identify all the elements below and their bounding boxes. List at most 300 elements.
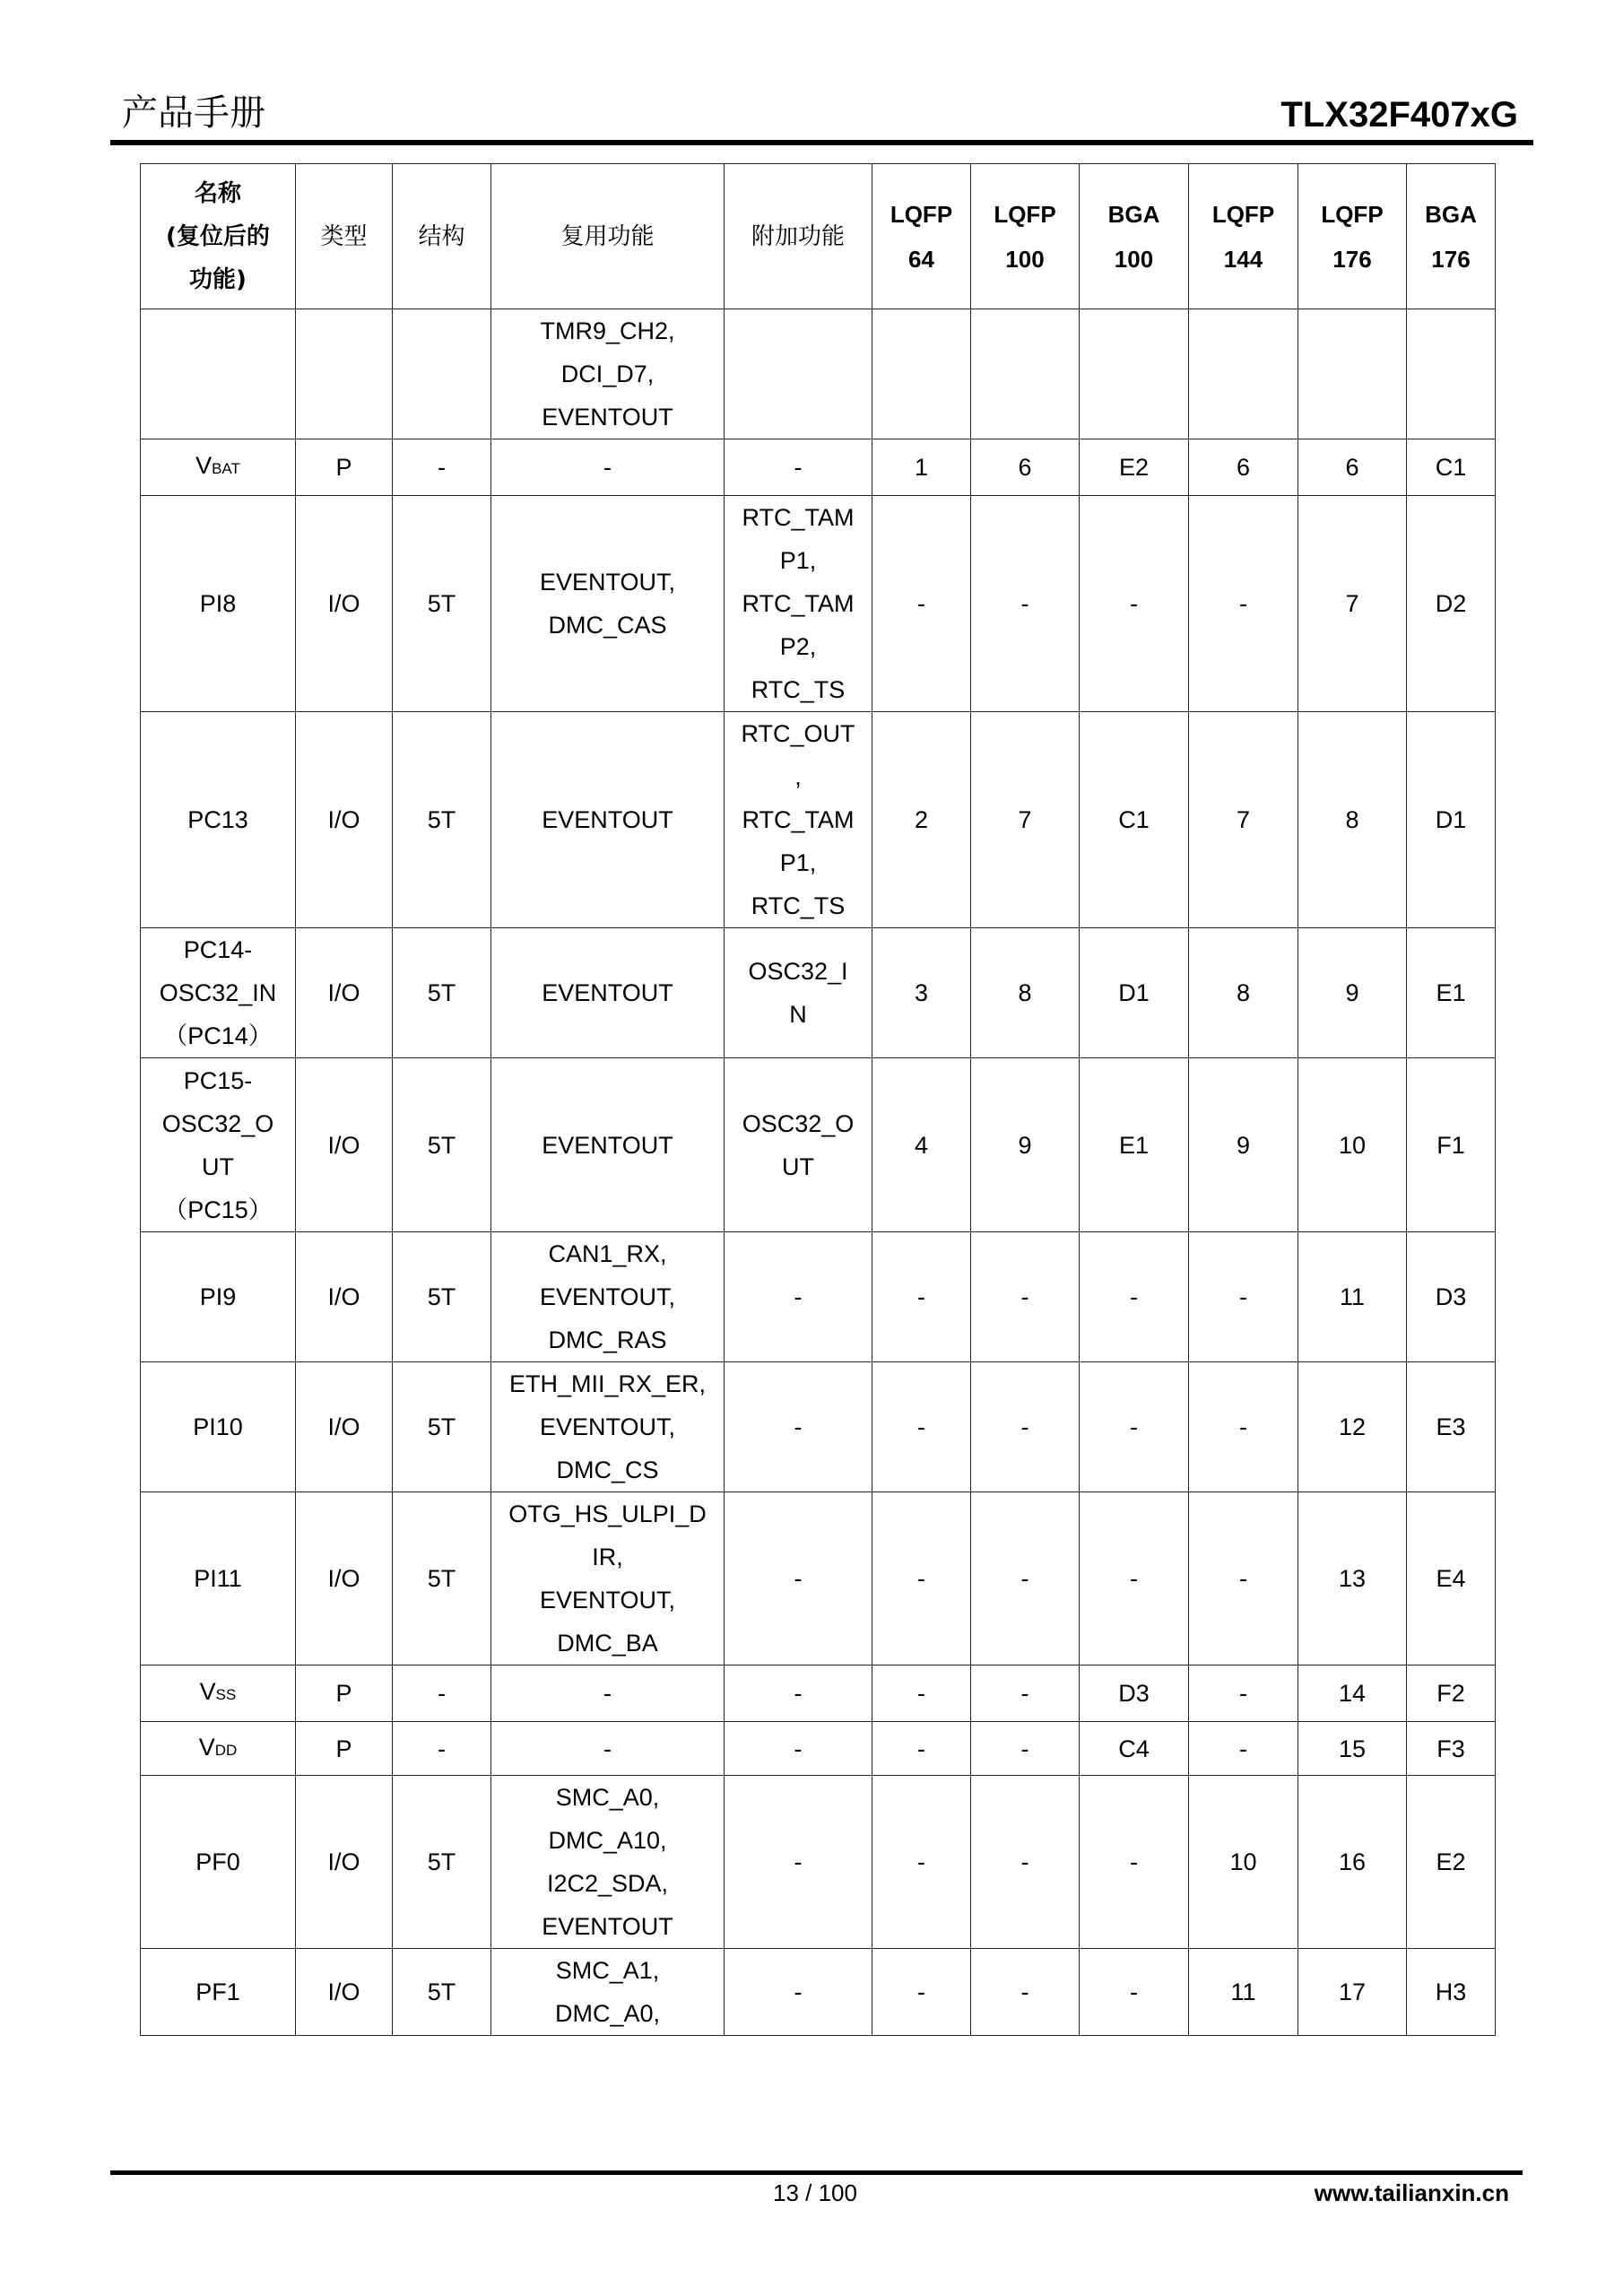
table-header bbox=[141, 164, 1496, 309]
cell-bga100 bbox=[1080, 1722, 1189, 1776]
cell-line: 2 bbox=[914, 806, 929, 833]
cell-line: DMC_A0, bbox=[554, 2000, 661, 2027]
cell-lqfp144 bbox=[1189, 1232, 1298, 1362]
cell-line: PC14- bbox=[183, 936, 253, 963]
subscript: SS bbox=[215, 1686, 237, 1703]
cell-line: E1 bbox=[1436, 979, 1466, 1006]
cell-lqfp64 bbox=[872, 1722, 971, 1776]
cell-line: DCI_D7, bbox=[560, 361, 655, 387]
cell-bga176 bbox=[1407, 712, 1496, 928]
cell-type bbox=[296, 1232, 393, 1362]
cell-additional-function bbox=[725, 1949, 872, 2036]
header-line: 176 bbox=[1332, 245, 1372, 273]
cell-line: I/O bbox=[327, 806, 360, 833]
cell-line: PI9 bbox=[199, 1283, 237, 1310]
cell-line bbox=[144, 1670, 291, 1717]
cell-line: I/O bbox=[327, 590, 360, 617]
cell-name bbox=[141, 712, 296, 928]
cell-line: - bbox=[1239, 1735, 1247, 1762]
cell-lqfp100 bbox=[971, 1949, 1080, 2036]
cell-additional-function bbox=[725, 1232, 872, 1362]
cell-lqfp100 bbox=[971, 1722, 1080, 1776]
cell-line: - bbox=[917, 1283, 925, 1310]
cell-type bbox=[296, 439, 393, 496]
cell-line: - bbox=[1130, 1979, 1138, 2005]
cell-type bbox=[296, 1665, 393, 1722]
cell-name bbox=[141, 928, 296, 1058]
header-type bbox=[296, 164, 393, 309]
cell-lqfp144 bbox=[1189, 1776, 1298, 1949]
table-row bbox=[141, 1776, 1496, 1949]
cell-line: RTC_OUT bbox=[741, 720, 855, 747]
cell-line: 9 bbox=[1345, 979, 1359, 1006]
cell-type bbox=[296, 1058, 393, 1232]
cell-line: I/O bbox=[327, 1283, 360, 1310]
cell-line: 5T bbox=[427, 1283, 456, 1310]
cell-line: I/O bbox=[327, 1848, 360, 1875]
cell-name bbox=[141, 1776, 296, 1949]
cell-bga100 bbox=[1080, 1232, 1189, 1362]
cell-lqfp176 bbox=[1298, 1362, 1407, 1492]
cell-name bbox=[141, 1362, 296, 1492]
cell-alt-function bbox=[491, 1949, 725, 2036]
header-line: BGA bbox=[1107, 200, 1160, 228]
cell-lqfp176 bbox=[1298, 1776, 1407, 1949]
header-line: 类型 bbox=[320, 222, 368, 250]
cell-structure bbox=[393, 496, 491, 712]
table-row bbox=[141, 1665, 1496, 1722]
cell-line: SMC_A1, bbox=[555, 1957, 660, 1984]
cell-bga176 bbox=[1407, 1058, 1496, 1232]
cell-line: 16 bbox=[1338, 1848, 1367, 1875]
cell-line: - bbox=[917, 1413, 925, 1440]
cell-lqfp100 bbox=[971, 1232, 1080, 1362]
cell-line: SMC_A0, bbox=[555, 1784, 660, 1811]
cell-name bbox=[141, 1492, 296, 1665]
cell-line: - bbox=[1239, 590, 1247, 617]
cell-lqfp176 bbox=[1298, 439, 1407, 496]
cell-line: I/O bbox=[327, 979, 360, 1006]
cell-bga176 bbox=[1407, 928, 1496, 1058]
cell-line: DMC_A10, bbox=[548, 1827, 667, 1854]
cell-line: D3 bbox=[1435, 1283, 1467, 1310]
cell-lqfp176 bbox=[1298, 1492, 1407, 1665]
cell-line: 7 bbox=[1345, 590, 1359, 617]
cell-line: I/O bbox=[327, 1131, 360, 1159]
header-additional-function bbox=[725, 164, 872, 309]
cell-bga100 bbox=[1080, 928, 1189, 1058]
cell-lqfp64 bbox=[872, 928, 971, 1058]
cell-line: EVENTOUT bbox=[542, 404, 673, 430]
page-number: 13 / 100 bbox=[773, 2179, 857, 2206]
cell-lqfp144 bbox=[1189, 1949, 1298, 2036]
cell-structure bbox=[393, 1492, 491, 1665]
cell-additional-function bbox=[725, 496, 872, 712]
cell-lqfp176 bbox=[1298, 712, 1407, 928]
cell-line: - bbox=[603, 1735, 612, 1762]
cell-line: - bbox=[794, 1565, 803, 1592]
cell-structure bbox=[393, 928, 491, 1058]
cell-alt-function bbox=[491, 1232, 725, 1362]
subscript: DD bbox=[214, 1741, 238, 1759]
header-line: 功能) bbox=[189, 265, 247, 293]
cell-bga100 bbox=[1080, 1665, 1189, 1722]
cell-lqfp100 bbox=[971, 1665, 1080, 1722]
cell-line: - bbox=[794, 454, 803, 481]
cell-additional-function bbox=[725, 309, 872, 439]
cell-lqfp100 bbox=[971, 1776, 1080, 1949]
cell-lqfp176 bbox=[1298, 1722, 1407, 1776]
cell-alt-function bbox=[491, 439, 725, 496]
cell-line: - bbox=[603, 1680, 612, 1707]
cell-line: UT bbox=[202, 1152, 234, 1180]
cell-alt-function bbox=[491, 928, 725, 1058]
header-line: LQFP bbox=[1211, 200, 1275, 228]
header-line: BGA bbox=[1425, 200, 1477, 228]
cell-bga176 bbox=[1407, 1492, 1496, 1665]
cell-structure bbox=[393, 309, 491, 439]
header-line: 复用功能 bbox=[560, 222, 655, 250]
table-body bbox=[141, 309, 1496, 2036]
cell-name bbox=[141, 439, 296, 496]
cell-line: - bbox=[1020, 1680, 1029, 1707]
cell-line: C1 bbox=[1118, 806, 1150, 833]
cell-line: UT bbox=[782, 1152, 814, 1180]
cell-bga100 bbox=[1080, 712, 1189, 928]
cell-line: OTG_HS_ULPI_D bbox=[508, 1500, 707, 1527]
cell-structure bbox=[393, 1362, 491, 1492]
header-line: 名称 bbox=[194, 179, 241, 207]
cell-lqfp64 bbox=[872, 1362, 971, 1492]
cell-lqfp64 bbox=[872, 712, 971, 928]
cell-line: , bbox=[794, 763, 802, 790]
header-line: 64 bbox=[908, 245, 934, 273]
cell-line: EVENTOUT, bbox=[539, 1413, 676, 1440]
cell-line: F1 bbox=[1436, 1131, 1465, 1159]
cell-line: 6 bbox=[1236, 454, 1251, 481]
cell-line: E1 bbox=[1118, 1131, 1150, 1159]
cell-line: - bbox=[603, 454, 612, 481]
cell-line: - bbox=[917, 1565, 925, 1592]
cell-name bbox=[141, 1949, 296, 2036]
cell-line: - bbox=[917, 1979, 925, 2005]
cell-line: - bbox=[794, 1680, 803, 1707]
cell-line: 6 bbox=[1018, 454, 1032, 481]
symbol: V bbox=[199, 1678, 216, 1705]
cell-line: DMC_BA bbox=[557, 1630, 658, 1657]
cell-bga100 bbox=[1080, 1362, 1189, 1492]
header-lqfp64 bbox=[872, 164, 971, 309]
cell-bga176 bbox=[1407, 439, 1496, 496]
cell-alt-function bbox=[491, 1776, 725, 1949]
cell-type bbox=[296, 1362, 393, 1492]
website-url: www.tailianxin.cn bbox=[1314, 2179, 1509, 2206]
cell-line: 11 bbox=[1339, 1283, 1366, 1310]
header-line: 100 bbox=[1114, 245, 1154, 273]
cell-lqfp100 bbox=[971, 928, 1080, 1058]
cell-line: P2, bbox=[779, 633, 817, 660]
symbol: V bbox=[198, 1733, 215, 1761]
cell-bga176 bbox=[1407, 496, 1496, 712]
subscript: BAT bbox=[212, 460, 240, 477]
cell-bga100 bbox=[1080, 309, 1189, 439]
cell-line: - bbox=[1130, 1413, 1138, 1440]
table-row bbox=[141, 309, 1496, 439]
cell-line: PC15- bbox=[183, 1066, 253, 1094]
cell-structure bbox=[393, 1949, 491, 2036]
cell-line: N bbox=[789, 1001, 807, 1028]
cell-line: - bbox=[1020, 1565, 1029, 1592]
cell-lqfp144 bbox=[1189, 496, 1298, 712]
cell-line: TMR9_CH2, bbox=[540, 317, 675, 344]
cell-line: - bbox=[1130, 590, 1138, 617]
cell-line: 5T bbox=[427, 1848, 456, 1875]
cell-structure bbox=[393, 1232, 491, 1362]
document-title: 产品手册 bbox=[122, 92, 265, 134]
cell-lqfp176 bbox=[1298, 1949, 1407, 2036]
cell-lqfp100 bbox=[971, 1058, 1080, 1232]
pin-definition-table bbox=[140, 163, 1496, 2036]
cell-bga176 bbox=[1407, 1362, 1496, 1492]
cell-lqfp144 bbox=[1189, 1058, 1298, 1232]
header-lqfp144 bbox=[1189, 164, 1298, 309]
cell-line: OSC32_IN bbox=[159, 979, 277, 1006]
cell-line: D1 bbox=[1118, 979, 1150, 1006]
cell-lqfp176 bbox=[1298, 496, 1407, 712]
cell-line: EVENTOUT bbox=[542, 806, 673, 833]
cell-lqfp64 bbox=[872, 1058, 971, 1232]
cell-lqfp64 bbox=[872, 309, 971, 439]
cell-line: 12 bbox=[1338, 1413, 1367, 1440]
cell-structure bbox=[393, 439, 491, 496]
header-line: 结构 bbox=[418, 222, 465, 250]
cell-type bbox=[296, 1492, 393, 1665]
cell-lqfp64 bbox=[872, 1665, 971, 1722]
cell-line: 15 bbox=[1338, 1735, 1367, 1762]
cell-line: P1, bbox=[779, 547, 817, 574]
header-alt-function bbox=[491, 164, 725, 309]
cell-lqfp64 bbox=[872, 1232, 971, 1362]
symbol: V bbox=[195, 452, 213, 479]
cell-name bbox=[141, 496, 296, 712]
cell-line: - bbox=[438, 454, 446, 481]
cell-line: RTC_TS bbox=[751, 892, 846, 919]
cell-line: 8 bbox=[1345, 806, 1359, 833]
cell-line: - bbox=[1239, 1565, 1247, 1592]
cell-line: F3 bbox=[1436, 1735, 1465, 1762]
cell-line: （PC14） bbox=[163, 1022, 273, 1049]
table-row bbox=[141, 439, 1496, 496]
table-row bbox=[141, 1362, 1496, 1492]
cell-line: RTC_TAM bbox=[742, 806, 855, 833]
table-row bbox=[141, 1058, 1496, 1232]
footer-rule bbox=[110, 2170, 1523, 2175]
header-line: 100 bbox=[1005, 245, 1045, 273]
cell-line: PI11 bbox=[194, 1565, 242, 1592]
cell-bga176 bbox=[1407, 1722, 1496, 1776]
header-line: LQFP bbox=[994, 200, 1056, 228]
cell-line: RTC_TS bbox=[751, 676, 846, 703]
header-line: 附加功能 bbox=[751, 222, 845, 250]
cell-lqfp64 bbox=[872, 496, 971, 712]
cell-additional-function bbox=[725, 1492, 872, 1665]
header-line: LQFP bbox=[890, 200, 953, 228]
cell-line: - bbox=[917, 590, 925, 617]
cell-line: EVENTOUT bbox=[542, 1913, 673, 1940]
cell-line: - bbox=[794, 1735, 803, 1762]
cell-line: E3 bbox=[1436, 1413, 1466, 1440]
cell-line: E2 bbox=[1436, 1848, 1466, 1875]
cell-additional-function bbox=[725, 1722, 872, 1776]
cell-type bbox=[296, 496, 393, 712]
cell-lqfp100 bbox=[971, 1492, 1080, 1665]
cell-structure bbox=[393, 1776, 491, 1949]
cell-type bbox=[296, 928, 393, 1058]
cell-line: EVENTOUT, bbox=[539, 1587, 676, 1613]
cell-line: EVENTOUT, bbox=[539, 569, 676, 596]
cell-line: RTC_TAM bbox=[742, 590, 855, 617]
cell-line: 14 bbox=[1338, 1680, 1367, 1707]
cell-line: C1 bbox=[1435, 454, 1467, 481]
cell-line: - bbox=[1130, 1283, 1138, 1310]
cell-alt-function bbox=[491, 309, 725, 439]
header-line: LQFP bbox=[1321, 200, 1384, 228]
cell-lqfp100 bbox=[971, 1362, 1080, 1492]
cell-line: - bbox=[1020, 1979, 1029, 2005]
cell-line bbox=[144, 1726, 291, 1772]
cell-line: OSC32_O bbox=[742, 1109, 855, 1137]
cell-line: - bbox=[794, 1979, 803, 2005]
cell-additional-function bbox=[725, 439, 872, 496]
cell-lqfp64 bbox=[872, 439, 971, 496]
cell-alt-function bbox=[491, 1665, 725, 1722]
cell-lqfp64 bbox=[872, 1492, 971, 1665]
cell-line: I/O bbox=[327, 1565, 360, 1592]
cell-line: - bbox=[1020, 590, 1029, 617]
cell-lqfp144 bbox=[1189, 309, 1298, 439]
cell-lqfp176 bbox=[1298, 928, 1407, 1058]
cell-type bbox=[296, 309, 393, 439]
cell-line: - bbox=[1130, 1848, 1138, 1875]
cell-name bbox=[141, 1722, 296, 1776]
cell-line: D1 bbox=[1435, 806, 1467, 833]
cell-line: 5T bbox=[427, 590, 456, 617]
header-name bbox=[141, 164, 296, 309]
cell-name bbox=[141, 309, 296, 439]
cell-type bbox=[296, 1949, 393, 2036]
cell-line: DMC_CAS bbox=[548, 612, 667, 639]
cell-type bbox=[296, 1722, 393, 1776]
cell-lqfp144 bbox=[1189, 928, 1298, 1058]
cell-structure bbox=[393, 712, 491, 928]
cell-line: 10 bbox=[1338, 1131, 1367, 1159]
table-row bbox=[141, 1949, 1496, 2036]
cell-lqfp100 bbox=[971, 439, 1080, 496]
cell-line: RTC_TAM bbox=[742, 504, 855, 531]
cell-structure bbox=[393, 1722, 491, 1776]
cell-line: F2 bbox=[1436, 1680, 1465, 1707]
header-lqfp176 bbox=[1298, 164, 1407, 309]
cell-line: PI10 bbox=[193, 1413, 243, 1440]
cell-line: D3 bbox=[1118, 1680, 1150, 1707]
table-row bbox=[141, 712, 1496, 928]
cell-line: P bbox=[335, 1735, 352, 1762]
cell-line: - bbox=[1239, 1413, 1247, 1440]
cell-lqfp100 bbox=[971, 496, 1080, 712]
cell-lqfp100 bbox=[971, 309, 1080, 439]
header-structure bbox=[393, 164, 491, 309]
cell-line: 5T bbox=[427, 1413, 456, 1440]
cell-line: 9 bbox=[1018, 1131, 1032, 1159]
cell-line: I2C2_SDA, bbox=[546, 1870, 669, 1897]
cell-line: ETH_MII_RX_ER, bbox=[508, 1370, 707, 1397]
cell-line: 17 bbox=[1338, 1979, 1367, 2005]
cell-additional-function bbox=[725, 712, 872, 928]
table-row bbox=[141, 1492, 1496, 1665]
cell-line: 5T bbox=[427, 979, 456, 1006]
cell-line: - bbox=[794, 1848, 803, 1875]
cell-line: 8 bbox=[1236, 979, 1251, 1006]
cell-line: 4 bbox=[914, 1131, 929, 1159]
cell-line: 7 bbox=[1018, 806, 1032, 833]
header-lqfp100 bbox=[971, 164, 1080, 309]
cell-type bbox=[296, 1776, 393, 1949]
cell-line: 1 bbox=[914, 454, 929, 481]
cell-line: D2 bbox=[1435, 590, 1467, 617]
cell-lqfp64 bbox=[872, 1949, 971, 2036]
cell-line: C4 bbox=[1118, 1735, 1150, 1762]
header-row bbox=[141, 164, 1496, 309]
cell-line: EVENTOUT bbox=[542, 1131, 673, 1159]
cell-lqfp144 bbox=[1189, 1362, 1298, 1492]
cell-line: 7 bbox=[1236, 806, 1251, 833]
header-bga176 bbox=[1407, 164, 1496, 309]
cell-alt-function bbox=[491, 1058, 725, 1232]
cell-bga176 bbox=[1407, 1776, 1496, 1949]
cell-bga100 bbox=[1080, 496, 1189, 712]
cell-lqfp144 bbox=[1189, 439, 1298, 496]
cell-lqfp144 bbox=[1189, 1722, 1298, 1776]
table-row bbox=[141, 1722, 1496, 1776]
cell-additional-function bbox=[725, 1665, 872, 1722]
cell-line: 3 bbox=[914, 979, 929, 1006]
cell-line: 6 bbox=[1345, 454, 1359, 481]
cell-lqfp144 bbox=[1189, 712, 1298, 928]
cell-line: PI8 bbox=[199, 590, 237, 617]
cell-line: - bbox=[1020, 1413, 1029, 1440]
cell-bga100 bbox=[1080, 1949, 1189, 2036]
cell-additional-function bbox=[725, 1362, 872, 1492]
cell-line: IR, bbox=[592, 1544, 623, 1570]
cell-line: E4 bbox=[1436, 1565, 1466, 1592]
header-line: 144 bbox=[1223, 245, 1263, 273]
cell-line: EVENTOUT, bbox=[539, 1283, 676, 1310]
cell-line: - bbox=[1020, 1283, 1029, 1310]
cell-additional-function bbox=[725, 928, 872, 1058]
cell-lqfp176 bbox=[1298, 309, 1407, 439]
table-row bbox=[141, 1232, 1496, 1362]
cell-alt-function bbox=[491, 1362, 725, 1492]
cell-line: 5T bbox=[427, 806, 456, 833]
cell-bga176 bbox=[1407, 1665, 1496, 1722]
cell-bga176 bbox=[1407, 1949, 1496, 2036]
cell-lqfp144 bbox=[1189, 1665, 1298, 1722]
cell-bga100 bbox=[1080, 1492, 1189, 1665]
cell-lqfp176 bbox=[1298, 1058, 1407, 1232]
cell-line: E2 bbox=[1118, 454, 1150, 481]
cell-lqfp64 bbox=[872, 1776, 971, 1949]
cell-line: DMC_RAS bbox=[548, 1326, 667, 1353]
